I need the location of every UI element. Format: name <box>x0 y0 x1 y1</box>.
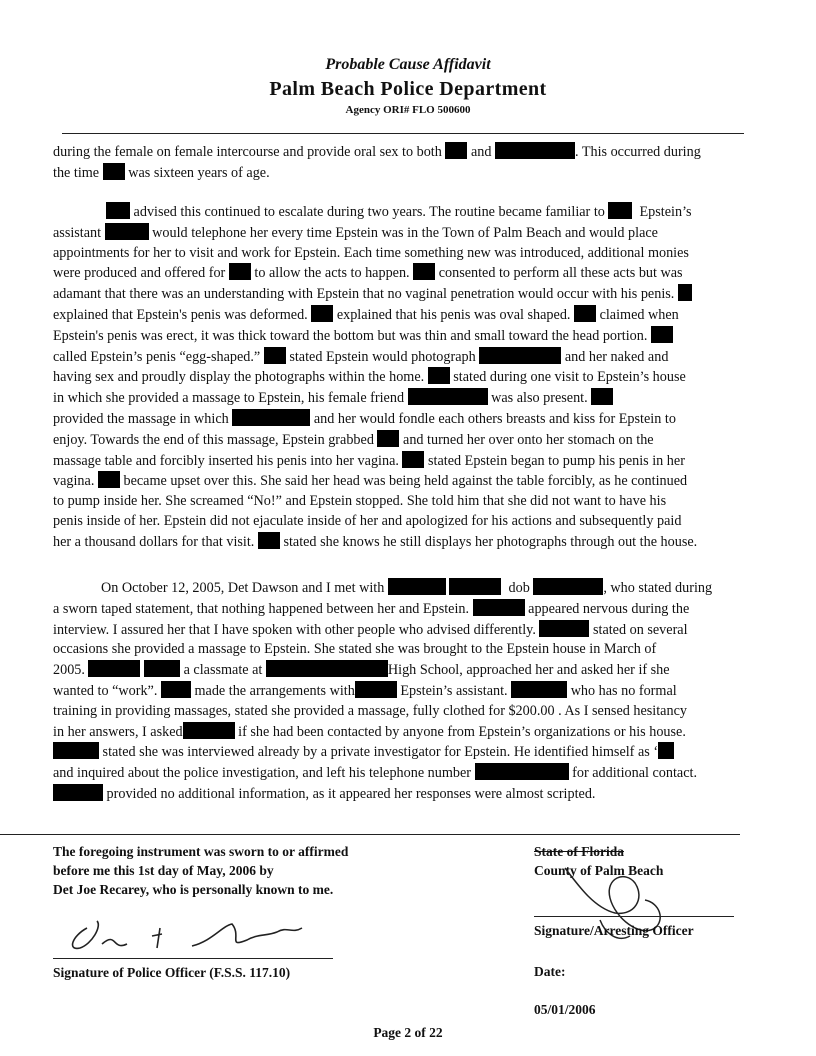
redaction <box>388 578 446 595</box>
agency-ori: Agency ORI# FLO 500600 <box>345 104 471 116</box>
signature-notary <box>62 906 322 966</box>
affidavit-subtitle: Probable Cause Affidavit <box>325 56 491 73</box>
signature-label-right: Signature/Arresting Officer <box>534 923 694 938</box>
redaction <box>53 742 99 759</box>
redaction <box>445 142 467 159</box>
redaction <box>428 367 450 384</box>
redaction <box>413 263 435 280</box>
redaction <box>88 660 140 677</box>
redaction <box>355 681 397 698</box>
redaction <box>105 223 149 240</box>
redaction <box>98 471 120 488</box>
redaction <box>232 409 310 426</box>
paragraph-escalation: advised this continued to escalate during two years. The routine became familiar to Epstein’s assistant would telephone her every time Epstein was in the Town of Palm Beach and would place appointments for her to visit and work for Epstein. Each time something new was introduced, additional monies were produced and offered for to allow the acts to happen. consented to perform all these acts but was adamant that there was an understanding with Epstein that no vaginal penetration would occur with his penis. explained that Epstein's penis was deformed. explained that his penis was oval shaped. claimed when Epstein's penis was erect, it was thick toward the bottom but was thin and small toward the head portion. called Epstein’s penis “egg-shaped.” stated Epstein would photograph and her naked and having sex and proudly display the photographs within the home. stated during one visit to Epstein’s house in which she provided a massage to Epstein, his female friend was also present. provided the massage in which and her would fondle each others breasts and kiss for Epstein to enjoy. Towards the end of this massage, Epstein grabbed and turned her over onto her stomach on the massage table and forcibly inserted his penis into her vagina. stated Epstein began to pump his penis in her vagina. became upset over this. She said her head was being held against the table forcibly, as he continued to pump inside her. She screamed “No!” and Epstein stopped. She told him that she did not want to have his penis inside of her. Epstein did not ejaculate inside of her and apologized for his actions and subsequently paid her a thousand dollars for that visit. stated she knows he still displays her photographs through out the house. <box>53 204 698 550</box>
redaction <box>608 202 632 219</box>
redaction <box>678 284 692 301</box>
page-number: Page 2 of 22 <box>373 1025 443 1040</box>
redaction <box>183 722 235 739</box>
signature-label-left: Signature of Police Officer (F.S.S. 117.10) <box>53 965 291 980</box>
redaction <box>229 263 251 280</box>
redaction <box>264 347 286 364</box>
sworn-statement: The foregoing instrument was sworn to or affirmed before me this 1st day of May, 2006 by Det Joe Recarey, who is personally known to me. <box>53 844 349 897</box>
redaction <box>144 660 180 677</box>
redaction <box>574 305 596 322</box>
paragraph-continuation: during the female on female intercourse and provide oral sex to both and . This occurred during the time was sixteen years of age. <box>53 144 701 181</box>
jurisdiction: State of Florida County of Palm Beach <box>534 844 664 878</box>
footer-rule <box>0 834 740 835</box>
date-line: Date: 05/01/2006 <box>534 964 596 1017</box>
redaction <box>658 742 674 759</box>
redaction <box>475 763 569 780</box>
redaction <box>591 388 613 405</box>
redaction <box>449 578 501 595</box>
redaction <box>106 202 130 219</box>
redaction <box>473 599 525 616</box>
redaction <box>311 305 333 322</box>
redaction <box>511 681 567 698</box>
redaction <box>103 163 125 180</box>
paragraph-interview: On October 12, 2005, Det Dawson and I met with dob , who stated during a sworn taped statement, that nothing happened between her and Epstein. appeared nervous during the interview. I assured her that I have spoken with other people who advised differently. stated on several occasions she provided a massage to Epstein. She stated she was brought to the Epstein house in March of 2005. a classmate at High School, approached her and asked her if she wanted to “work”. made the arrangements with Epstein’s assistant. who has no formal training in providing massages, stated she provided a massage, fully clothed for $200.00 . As I sensed hesitancy in her answers, I asked if she had been contacted by anyone from Epstein’s organizations or his house. stated she was interviewed already by a private investigator for Epstein. He identified himself as ‘ and inquired about the police investigation, and left his telephone number for additional contact. provided no additional information, as it appeared her responses were almost scripted. <box>53 580 713 802</box>
redaction <box>651 326 673 343</box>
redaction <box>408 388 488 405</box>
redaction <box>539 620 589 637</box>
redaction <box>258 532 280 549</box>
signature-line-right <box>534 916 734 917</box>
redaction <box>533 578 603 595</box>
department-title: Palm Beach Police Department <box>269 78 547 100</box>
redaction <box>495 142 575 159</box>
redaction <box>161 681 191 698</box>
signature-line-left <box>53 958 333 959</box>
redaction <box>53 784 103 801</box>
redaction <box>402 451 424 468</box>
redaction <box>266 660 388 677</box>
header-rule <box>62 133 744 134</box>
redaction <box>479 347 561 364</box>
redaction <box>377 430 399 447</box>
